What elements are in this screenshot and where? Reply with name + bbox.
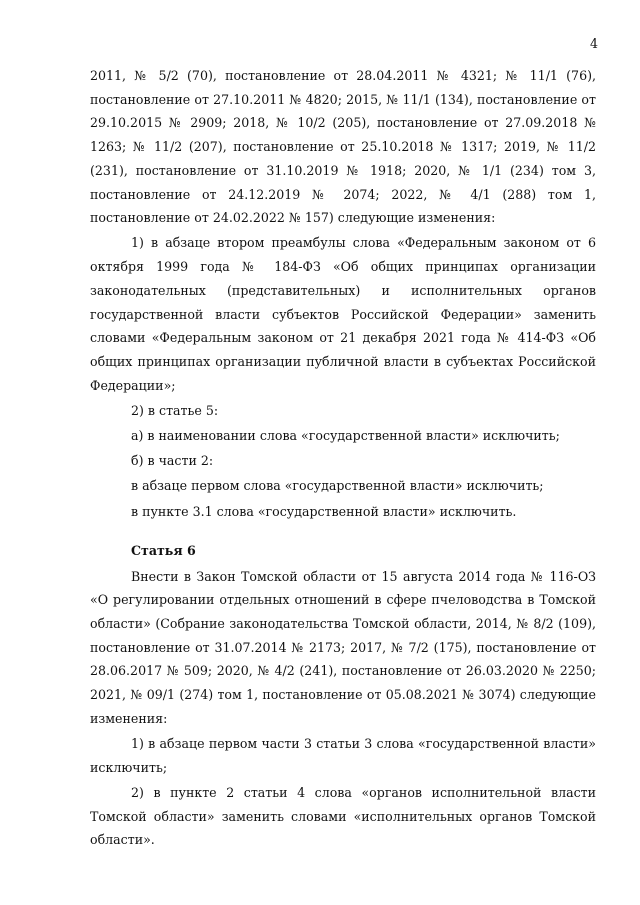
article-6-heading: Статья 6 [131, 543, 196, 559]
amendment-item-2a: а) в наименовании слова «государственной власти» исключить; [131, 428, 560, 444]
amendment-subitem-paragraph-one: в абзаце первом слова «государственной власти» исключить; [131, 478, 544, 494]
article-6-item-2: 2) в пункте 2 статьи 4 слова «органов исполнительной власти Томской области» заменить словами «исполнительных органов Томской области». [90, 784, 596, 848]
amendment-item-1: 1) в абзаце втором преамбулы слова «Федеральным законом от 6 октября 1999 года № 184-ФЗ «Об общих принципах организации законодательных (представительных) и исполнительных органов государственной власти субъектов Российской Федерации» заменить словами «Федеральным законом от 21 декабря 2021 года № 414-ФЗ «Об общих принципах организации публичной власти в субъектах Российской Федерации»; [90, 235, 596, 393]
amendment-item-2: 2) в статье 5: [131, 402, 219, 418]
page-number: 4 [589, 36, 598, 51]
article-6-intro: Внести в Закон Томской области от 15 августа 2014 года № 116-ОЗ «О регулировании отдельных отношений в сфере пчеловодства в Томской области» (Собрание законодательства Томской области, 2014, № 8/2 (109), постановление от 31.07.2014 № 2173; 2017, № 7/2 (175), постановление от 28.06.2017 № 509; 2020, № 4/2 (241), постановление от 26.03.2020 № 2250; 2021, № 09/1 (274) том 1, постановление от 05.08.2021 № 3074) следующие изменения: [90, 568, 596, 726]
document-body [90, 64, 596, 852]
amendment-item-2b: б) в части 2: [131, 453, 214, 469]
article-6-item-1: 1) в абзаце первом части 3 статьи 3 слова «государственной власти» исключить; [90, 735, 596, 775]
continuation-paragraph: 2011, № 5/2 (70), постановление от 28.04.2011 № 4321; № 11/1 (76), постановление от 27.10.2011 № 4820; 2015, № 11/1 (134), постановление от 29.10.2015 № 2909; 2018, № 10/2 (205), постановление от 27.09.2018 № 1263; № 11/2 (207), постановление от 25.10.2018 № 1317; 2019, № 11/2 (231), постановление от 31.10.2019 № 1918; 2020, № 1/1 (234) том 3, постановление от 24.12.2019 № 2074; 2022, № 4/1 (288) том 1, постановление от 24.02.2022 № 157) следующие изменения: [90, 68, 596, 226]
amendment-subitem-point-3-1: в пункте 3.1 слова «государственной власти» исключить. [131, 503, 517, 519]
